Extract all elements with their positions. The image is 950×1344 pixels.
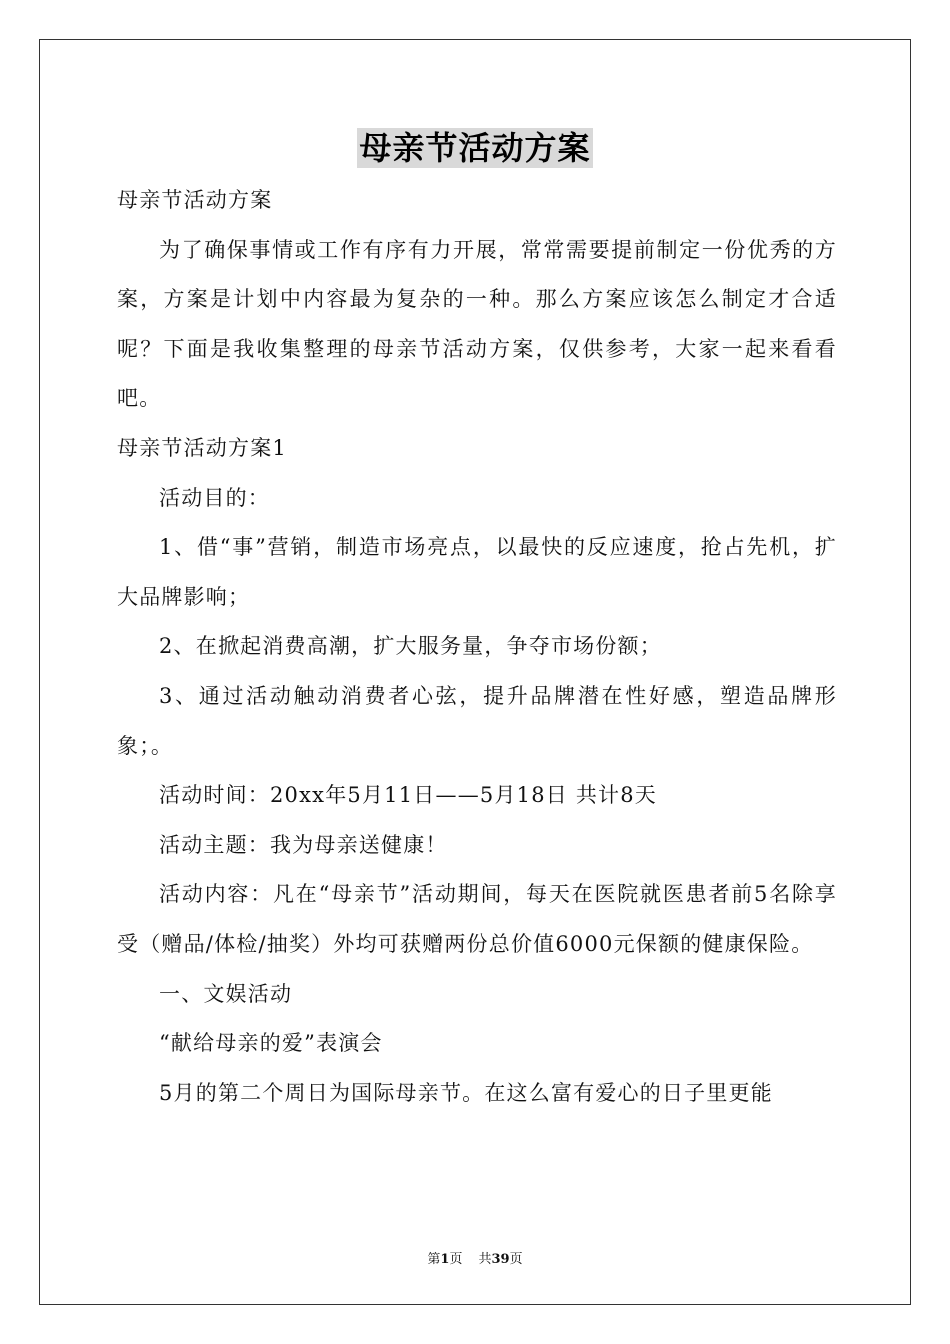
paragraph: 活动时间：20xx年5月11日——5月18日 共计8天 [159,783,658,808]
document-title: 母亲节活动方案 [359,129,591,167]
footer-page-number: 1 [440,1252,450,1267]
footer-page-prefix: 第 [427,1252,441,1267]
paragraph: 1、借“事”营销，制造市场亮点，以最快的反应速度，抢占先机，扩大品牌影响； [117,535,837,609]
paragraph: 母亲节活动方案 [117,188,273,212]
title-container [0,128,950,168]
footer-page-suffix: 页 [449,1252,463,1267]
paragraph: 活动内容：凡在“母亲节”活动期间，每天在医院就医患者前5名除享受（赠品/体检/抽奖）外均可获赠两份总价值6000元保额的健康保险。 [117,882,837,956]
paragraph: 母亲节活动方案1 [117,435,287,460]
paragraph: 活动主题：我为母亲送健康！ [159,832,448,857]
paragraph: 活动目的： [159,485,270,510]
paragraph: “献给母亲的爱”表演会 [159,1031,383,1056]
paragraph: 为了确保事情或工作有序有力开展，常常需要提前制定一份优秀的方案，方案是计划中内容最为复杂的一种。那么方案应该怎么制定才合适呢？下面是我收集整理的母亲节活动方案，仅供参考，大家一起来看看吧。 [117,237,837,411]
paragraph: 2、在掀起消费高潮，扩大服务量，争夺市场份额； [159,634,662,659]
paragraph: 5月的第二个周日为国际母亲节。在这么富有爱心的日子里更能 [159,1080,773,1105]
document-body [117,176,837,1118]
page-footer [0,1248,950,1267]
paragraph: 一、文娱活动 [159,981,293,1006]
paragraph: 3、通过活动触动消费者心弦，提升品牌潜在性好感，塑造品牌形象；。 [117,683,837,758]
footer-total-suffix: 页 [509,1252,523,1267]
footer-total-pages: 39 [491,1252,510,1267]
footer-total-prefix: 共 [478,1252,492,1267]
